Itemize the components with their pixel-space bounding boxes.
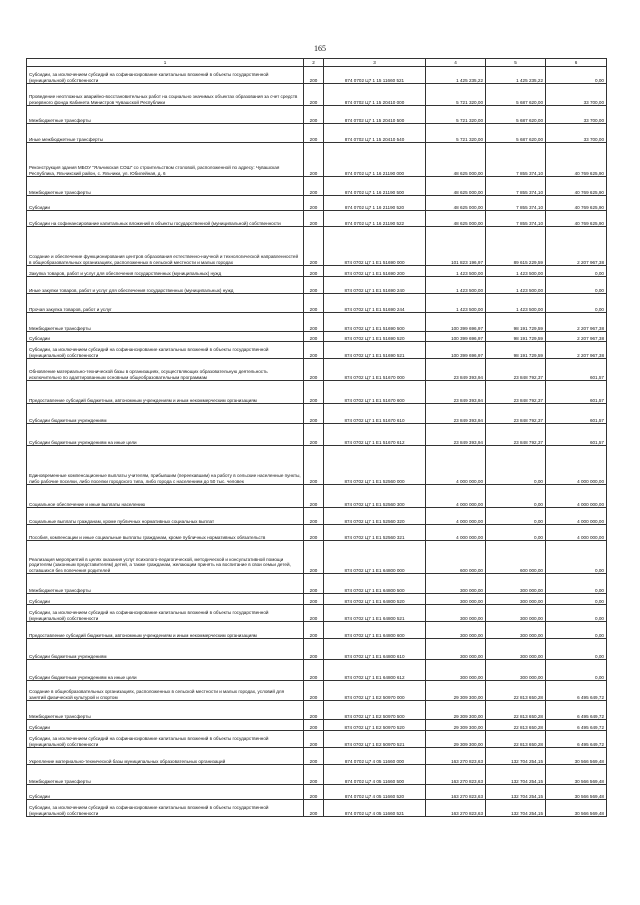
row-name: Субсидии	[27, 785, 304, 800]
row-unexecuted-amount: 0,00	[546, 266, 607, 277]
row-budget-code: 874 0702 Ц7 1 15 20410 000	[324, 84, 426, 106]
row-approved-amount: 5 721 320,00	[426, 84, 486, 106]
row-code: 200	[304, 748, 324, 765]
row-name: Иные межбюджетные трансферты	[27, 124, 304, 143]
page-number: 165	[314, 44, 326, 53]
row-executed-amount: 132 704 254,15	[486, 785, 546, 800]
row-code: 200	[304, 332, 324, 342]
table-row	[27, 67, 607, 84]
table-row	[27, 639, 607, 660]
row-name: Субсидии бюджетным учреждениям	[27, 404, 304, 424]
row-unexecuted-amount: 6 495 649,72	[546, 731, 607, 748]
row-name: Субсидии бюджетным учреждениям	[27, 639, 304, 660]
row-code: 200	[304, 525, 324, 541]
row-name: Единовременные компенсационные выплаты учителям, прибывшим (переехавшим) на работу в сельские населенные пункты, либо рабочие поселки, либо поселки городского типа, либо города с населением до 50 тыс. человек	[27, 446, 304, 485]
table-row	[27, 541, 607, 574]
row-unexecuted-amount: 4 000 000,00	[546, 508, 607, 525]
row-approved-amount: 48 625 000,00	[426, 211, 486, 227]
row-approved-amount: 48 625 000,00	[426, 143, 486, 177]
row-approved-amount: 4 000 000,00	[426, 508, 486, 525]
row-code: 200	[304, 720, 324, 731]
column-header: 6	[546, 59, 607, 67]
table-row	[27, 277, 607, 294]
row-name: Межбюджетные трансферты	[27, 765, 304, 785]
row-executed-amount: 7 855 374,10	[486, 177, 546, 196]
row-budget-code: 874 0702 Ц7 4 05 11660 000	[324, 748, 426, 765]
row-name: Субсидии, за исключением субсидий на софинансирование капитальных вложений в объекты государственной (муниципальной) собственности	[27, 800, 304, 817]
table-row	[27, 701, 607, 720]
budget-table	[26, 58, 607, 817]
row-unexecuted-amount: 30 566 569,48	[546, 765, 607, 785]
row-name: Субсидии бюджетным учреждениям на иные цели	[27, 424, 304, 446]
row-approved-amount: 23 849 393,94	[426, 424, 486, 446]
row-name: Субсидии на софинансирование капитальных вложений в объекты государственной (муниципальной) собственности	[27, 211, 304, 227]
table-row	[27, 681, 607, 701]
table-row	[27, 800, 607, 817]
table-row	[27, 660, 607, 681]
row-unexecuted-amount: 4 000 000,00	[546, 485, 607, 508]
row-approved-amount: 1 425 235,22	[426, 67, 486, 84]
row-executed-amount: 1 423 500,00	[486, 266, 546, 277]
row-approved-amount: 4 000 000,00	[426, 446, 486, 485]
row-code: 200	[304, 765, 324, 785]
row-approved-amount: 300 000,00	[426, 622, 486, 639]
row-unexecuted-amount: 6 495 649,72	[546, 681, 607, 701]
row-executed-amount: 5 687 620,00	[486, 84, 546, 106]
row-name: Иные закупки товаров, работ и услуг для обеспечения государственных (муниципальных) нужд	[27, 277, 304, 294]
row-budget-code: 874 0702 Ц7 1 16 21190 000	[324, 143, 426, 177]
row-approved-amount: 5 721 320,00	[426, 106, 486, 124]
row-code: 200	[304, 177, 324, 196]
row-code: 200	[304, 106, 324, 124]
row-approved-amount: 100 399 696,97	[426, 313, 486, 332]
row-approved-amount: 300 000,00	[426, 594, 486, 605]
row-unexecuted-amount: 40 769 625,90	[546, 196, 607, 211]
table-row	[27, 124, 607, 143]
row-name: Субсидии бюджетным учреждениям на иные цели	[27, 660, 304, 681]
row-unexecuted-amount: 601,57	[546, 381, 607, 404]
row-code: 200	[304, 594, 324, 605]
row-unexecuted-amount: 0,00	[546, 67, 607, 84]
table-row	[27, 313, 607, 332]
row-budget-code: 874 0702 Ц7 1 E1 64800 521	[324, 605, 426, 622]
row-executed-amount: 5 687 620,00	[486, 124, 546, 143]
row-code: 200	[304, 485, 324, 508]
row-approved-amount: 48 625 000,00	[426, 196, 486, 211]
row-executed-amount: 132 704 254,15	[486, 800, 546, 817]
row-budget-code: 874 0702 Ц7 4 05 11660 521	[324, 800, 426, 817]
table-row	[27, 266, 607, 277]
row-budget-code: 874 0702 Ц7 1 E2 50970 520	[324, 720, 426, 731]
row-code: 200	[304, 196, 324, 211]
row-budget-code: 874 0702 Ц7 1 E1 51670 000	[324, 359, 426, 381]
row-budget-code: 874 0702 Ц7 4 05 11660 520	[324, 785, 426, 800]
row-approved-amount: 1 423 500,00	[426, 294, 486, 313]
row-executed-amount: 0,00	[486, 525, 546, 541]
row-approved-amount: 48 625 000,00	[426, 177, 486, 196]
row-budget-code: 874 0702 Ц7 1 16 21190 522	[324, 211, 426, 227]
row-executed-amount: 0,00	[486, 485, 546, 508]
row-executed-amount: 300 000,00	[486, 574, 546, 594]
row-approved-amount: 163 270 823,63	[426, 800, 486, 817]
row-unexecuted-amount: 0,00	[546, 605, 607, 622]
row-executed-amount: 22 813 650,28	[486, 701, 546, 720]
row-budget-code: 874 0702 Ц7 1 E2 50970 000	[324, 681, 426, 701]
table-row	[27, 211, 607, 227]
row-executed-amount: 98 191 729,59	[486, 313, 546, 332]
row-unexecuted-amount: 30 566 569,48	[546, 800, 607, 817]
row-budget-code: 874 0702 Ц7 1 15 20410 500	[324, 106, 426, 124]
row-budget-code: 874 0702 Ц7 1 E1 51690 521	[324, 342, 426, 359]
row-executed-amount: 22 813 650,28	[486, 720, 546, 731]
row-approved-amount: 100 399 696,97	[426, 342, 486, 359]
row-budget-code: 874 0702 Ц7 1 E1 51690 520	[324, 332, 426, 342]
row-approved-amount: 4 000 000,00	[426, 525, 486, 541]
row-unexecuted-amount: 0,00	[546, 294, 607, 313]
row-unexecuted-amount: 4 000 000,00	[546, 446, 607, 485]
table-row	[27, 731, 607, 748]
row-unexecuted-amount: 0,00	[546, 622, 607, 639]
row-name: Реализация мероприятий в целях оказания услуг психолого-педагогической, методической и консультативной помощи родителям (законным представителям) детей, а также гражданам, желающим принять на воспитание в свои семьи детей, оставшихся без попечения родителей	[27, 541, 304, 574]
row-code: 200	[304, 67, 324, 84]
row-executed-amount: 98 191 729,59	[486, 332, 546, 342]
row-code: 200	[304, 294, 324, 313]
table-row	[27, 342, 607, 359]
row-budget-code: 874 0702 Ц7 1 E1 64800 600	[324, 622, 426, 639]
column-header: 4	[426, 59, 486, 67]
row-name: Социальные выплаты гражданам, кроме публичных нормативных социальных выплат	[27, 508, 304, 525]
table-row	[27, 785, 607, 800]
row-executed-amount: 300 000,00	[486, 594, 546, 605]
table-row	[27, 605, 607, 622]
row-executed-amount: 23 848 792,37	[486, 424, 546, 446]
row-name: Предоставление субсидий бюджетным, автономным учреждениям и иным некоммерческим организациям	[27, 381, 304, 404]
row-code: 200	[304, 622, 324, 639]
row-name: Реконструкция здания МБОУ "Яльчикская СОШ" со строительством столовой, расположенной по адресу: Чувашская Республика, Яльчикский район, с. Яльчики, ул. Юбилейная, д. 6	[27, 143, 304, 177]
table-row	[27, 574, 607, 594]
row-approved-amount: 163 270 823,63	[426, 765, 486, 785]
row-name: Субсидии	[27, 594, 304, 605]
row-budget-code: 874 0702 Ц7 1 E1 51670 612	[324, 424, 426, 446]
row-executed-amount: 23 848 792,37	[486, 381, 546, 404]
row-unexecuted-amount: 0,00	[546, 639, 607, 660]
row-executed-amount: 1 425 235,22	[486, 67, 546, 84]
row-budget-code: 874 0702 Ц7 1 E1 52560 321	[324, 525, 426, 541]
table-row	[27, 359, 607, 381]
row-unexecuted-amount: 601,57	[546, 359, 607, 381]
row-code: 200	[304, 424, 324, 446]
row-name: Межбюджетные трансферты	[27, 106, 304, 124]
row-unexecuted-amount: 0,00	[546, 574, 607, 594]
row-unexecuted-amount: 6 495 649,72	[546, 720, 607, 731]
row-name: Пособия, компенсации и иные социальные выплаты гражданам, кроме публичных нормативных обязательств	[27, 525, 304, 541]
row-approved-amount: 300 000,00	[426, 660, 486, 681]
row-code: 200	[304, 313, 324, 332]
row-unexecuted-amount: 0,00	[546, 594, 607, 605]
row-budget-code: 874 0702 Ц7 1 E1 51670 610	[324, 404, 426, 424]
row-budget-code: 874 0702 Ц7 1 E1 51690 244	[324, 294, 426, 313]
row-budget-code: 874 0702 Ц7 1 E1 64800 520	[324, 594, 426, 605]
table-row	[27, 196, 607, 211]
row-budget-code: 874 0702 Ц7 1 E1 64800 612	[324, 660, 426, 681]
row-code: 200	[304, 785, 324, 800]
row-unexecuted-amount: 2 207 967,38	[546, 332, 607, 342]
row-code: 200	[304, 342, 324, 359]
row-budget-code: 874 0702 Ц7 1 E1 51690 500	[324, 313, 426, 332]
row-code: 200	[304, 227, 324, 266]
table-row	[27, 143, 607, 177]
row-code: 200	[304, 541, 324, 574]
table-row	[27, 381, 607, 404]
row-code: 200	[304, 731, 324, 748]
row-approved-amount: 23 849 393,94	[426, 359, 486, 381]
row-name: Субсидии, за исключением субсидий на софинансирование капитальных вложений в объекты государственной (муниципальной) собственности	[27, 731, 304, 748]
table-header-row	[27, 59, 607, 67]
row-unexecuted-amount: 33 700,00	[546, 84, 607, 106]
row-budget-code: 874 0702 Ц7 1 E2 50970 500	[324, 701, 426, 720]
row-name: Межбюджетные трансферты	[27, 574, 304, 594]
row-approved-amount: 101 823 196,97	[426, 227, 486, 266]
table-row	[27, 446, 607, 485]
row-code: 200	[304, 277, 324, 294]
table-row	[27, 84, 607, 106]
row-budget-code: 874 0702 Ц7 1 E1 52560 320	[324, 508, 426, 525]
row-executed-amount: 1 423 500,00	[486, 294, 546, 313]
row-unexecuted-amount: 40 769 625,90	[546, 177, 607, 196]
row-budget-code: 874 0702 Ц7 1 E1 52560 300	[324, 485, 426, 508]
row-executed-amount: 132 704 254,15	[486, 748, 546, 765]
table-row	[27, 106, 607, 124]
row-approved-amount: 300 000,00	[426, 574, 486, 594]
row-unexecuted-amount: 2 207 967,38	[546, 227, 607, 266]
row-executed-amount: 132 704 254,15	[486, 765, 546, 785]
row-name: Проведение неотложных аварийно-восстановительных работ на социально значимых объектах образования за счет средств резервного фонда Кабинета Министров Чувашской Республики	[27, 84, 304, 106]
row-unexecuted-amount: 2 207 967,38	[546, 313, 607, 332]
row-code: 200	[304, 211, 324, 227]
row-name: Обновление материально-технической базы в организациях, осуществляющих образовательную деятельность исключительно по адаптированным основным общеобразовательным программам	[27, 359, 304, 381]
row-code: 200	[304, 605, 324, 622]
row-name: Субсидии	[27, 720, 304, 731]
table-row	[27, 622, 607, 639]
row-unexecuted-amount: 33 700,00	[546, 124, 607, 143]
row-unexecuted-amount: 30 566 569,48	[546, 785, 607, 800]
row-code: 200	[304, 124, 324, 143]
row-code: 200	[304, 381, 324, 404]
row-code: 200	[304, 508, 324, 525]
row-approved-amount: 600 000,00	[426, 541, 486, 574]
row-executed-amount: 89 615 229,59	[486, 227, 546, 266]
row-name: Субсидии	[27, 332, 304, 342]
row-code: 200	[304, 266, 324, 277]
row-budget-code: 874 0702 Ц7 1 E1 52560 000	[324, 446, 426, 485]
column-header: 3	[324, 59, 426, 67]
row-unexecuted-amount: 0,00	[546, 541, 607, 574]
row-unexecuted-amount: 40 769 625,90	[546, 211, 607, 227]
row-executed-amount: 300 000,00	[486, 605, 546, 622]
row-budget-code: 874 0702 Ц7 1 E1 51690 000	[324, 227, 426, 266]
row-executed-amount: 300 000,00	[486, 622, 546, 639]
table-row	[27, 765, 607, 785]
row-code: 200	[304, 446, 324, 485]
row-executed-amount: 600 000,00	[486, 541, 546, 574]
row-approved-amount: 1 423 500,00	[426, 266, 486, 277]
row-unexecuted-amount: 4 000 000,00	[546, 525, 607, 541]
row-budget-code: 874 0702 Ц7 1 16 21190 500	[324, 177, 426, 196]
row-budget-code: 874 0702 Ц7 1 15 20410 540	[324, 124, 426, 143]
row-approved-amount: 5 721 320,00	[426, 124, 486, 143]
row-budget-code: 874 0702 Ц7 1 E1 64800 500	[324, 574, 426, 594]
row-name: Предоставление субсидий бюджетным, автономным учреждениям и иным некоммерческим организациям	[27, 622, 304, 639]
row-budget-code: 874 0702 Ц7 1 E1 51690 240	[324, 277, 426, 294]
row-approved-amount: 23 849 393,94	[426, 404, 486, 424]
row-unexecuted-amount: 601,57	[546, 404, 607, 424]
row-executed-amount: 22 813 650,28	[486, 681, 546, 701]
row-code: 200	[304, 800, 324, 817]
table-row	[27, 424, 607, 446]
row-code: 200	[304, 143, 324, 177]
table-row	[27, 508, 607, 525]
row-name: Закупка товаров, работ и услуг для обеспечения государственных (муниципальных) нужд	[27, 266, 304, 277]
row-name: Социальное обеспечение и иные выплаты населению	[27, 485, 304, 508]
row-name: Субсидии	[27, 196, 304, 211]
row-approved-amount: 23 849 393,94	[426, 381, 486, 404]
row-unexecuted-amount: 40 769 625,90	[546, 143, 607, 177]
row-executed-amount: 0,00	[486, 508, 546, 525]
row-code: 200	[304, 574, 324, 594]
row-unexecuted-amount: 33 700,00	[546, 106, 607, 124]
row-budget-code: 874 0702 Ц7 1 E2 50970 521	[324, 731, 426, 748]
row-name: Межбюджетные трансферты	[27, 701, 304, 720]
row-executed-amount: 5 687 620,00	[486, 106, 546, 124]
row-approved-amount: 300 000,00	[426, 605, 486, 622]
row-budget-code: 874 0702 Ц7 1 16 21190 520	[324, 196, 426, 211]
row-budget-code: 874 0702 Ц7 1 E1 51690 200	[324, 266, 426, 277]
row-code: 200	[304, 701, 324, 720]
column-header: 5	[486, 59, 546, 67]
row-approved-amount: 29 309 300,00	[426, 701, 486, 720]
row-approved-amount: 29 309 300,00	[426, 731, 486, 748]
table-row	[27, 594, 607, 605]
row-executed-amount: 0,00	[486, 446, 546, 485]
row-approved-amount: 1 423 500,00	[426, 277, 486, 294]
row-approved-amount: 300 000,00	[426, 639, 486, 660]
row-name: Межбюджетные трансферты	[27, 177, 304, 196]
row-budget-code: 874 0702 Ц7 1 E1 64800 000	[324, 541, 426, 574]
table-row	[27, 177, 607, 196]
row-executed-amount: 7 855 374,10	[486, 143, 546, 177]
row-budget-code: 874 0702 Ц7 1 E1 64800 610	[324, 639, 426, 660]
row-name: Субсидии, за исключением субсидий на софинансирование капитальных вложений в объекты государственной (муниципальной) собственности	[27, 67, 304, 84]
table-row	[27, 294, 607, 313]
table-row	[27, 332, 607, 342]
row-executed-amount: 23 848 792,37	[486, 404, 546, 424]
row-code: 200	[304, 639, 324, 660]
row-unexecuted-amount: 6 495 649,72	[546, 701, 607, 720]
table-row	[27, 485, 607, 508]
row-code: 200	[304, 660, 324, 681]
row-unexecuted-amount: 2 207 967,38	[546, 342, 607, 359]
row-executed-amount: 1 423 500,00	[486, 277, 546, 294]
row-executed-amount: 23 848 792,37	[486, 359, 546, 381]
row-name: Субсидии, за исключением субсидий на софинансирование капитальных вложений в объекты государственной (муниципальной) собственности	[27, 605, 304, 622]
row-code: 200	[304, 84, 324, 106]
row-budget-code: 874 0702 Ц7 4 05 11660 500	[324, 765, 426, 785]
row-unexecuted-amount: 601,57	[546, 424, 607, 446]
table-row	[27, 227, 607, 266]
table-row	[27, 404, 607, 424]
row-executed-amount: 7 855 374,10	[486, 211, 546, 227]
table-row	[27, 748, 607, 765]
row-approved-amount: 100 399 696,97	[426, 332, 486, 342]
row-name: Субсидии, за исключением субсидий на софинансирование капитальных вложений в объекты государственной (муниципальной) собственности	[27, 342, 304, 359]
table-row	[27, 525, 607, 541]
row-approved-amount: 29 309 300,00	[426, 681, 486, 701]
row-executed-amount: 300 000,00	[486, 639, 546, 660]
row-code: 200	[304, 404, 324, 424]
row-code: 200	[304, 681, 324, 701]
row-unexecuted-amount: 0,00	[546, 660, 607, 681]
table-row	[27, 720, 607, 731]
row-budget-code: 874 0702 Ц7 1 E1 51670 600	[324, 381, 426, 404]
row-approved-amount: 163 270 823,63	[426, 785, 486, 800]
row-approved-amount: 163 270 823,63	[426, 748, 486, 765]
row-approved-amount: 29 309 300,00	[426, 720, 486, 731]
row-unexecuted-amount: 30 566 569,48	[546, 748, 607, 765]
row-unexecuted-amount: 0,00	[546, 277, 607, 294]
row-executed-amount: 22 813 650,28	[486, 731, 546, 748]
row-executed-amount: 7 855 374,10	[486, 196, 546, 211]
row-name: Прочая закупка товаров, работ и услуг	[27, 294, 304, 313]
column-header: 2	[304, 59, 324, 67]
row-budget-code: 874 0702 Ц7 1 15 11660 521	[324, 67, 426, 84]
column-header: 1	[27, 59, 304, 67]
row-name: Укрепление материально-технической базы муниципальных образовательных организаций	[27, 748, 304, 765]
row-name: Создание в общеобразовательных организациях, расположенных в сельской местности и малых городах, условий для занятий физической культурой и спортом	[27, 681, 304, 701]
row-executed-amount: 98 191 729,59	[486, 342, 546, 359]
row-approved-amount: 4 000 000,00	[426, 485, 486, 508]
row-name: Создание и обеспечение функционирования центров образования естественно-научной и технологической направленностей в общеобразовательных организациях, расположенных в сельской местности и малых городах	[27, 227, 304, 266]
row-executed-amount: 300 000,00	[486, 660, 546, 681]
row-code: 200	[304, 359, 324, 381]
row-name: Межбюджетные трансферты	[27, 313, 304, 332]
